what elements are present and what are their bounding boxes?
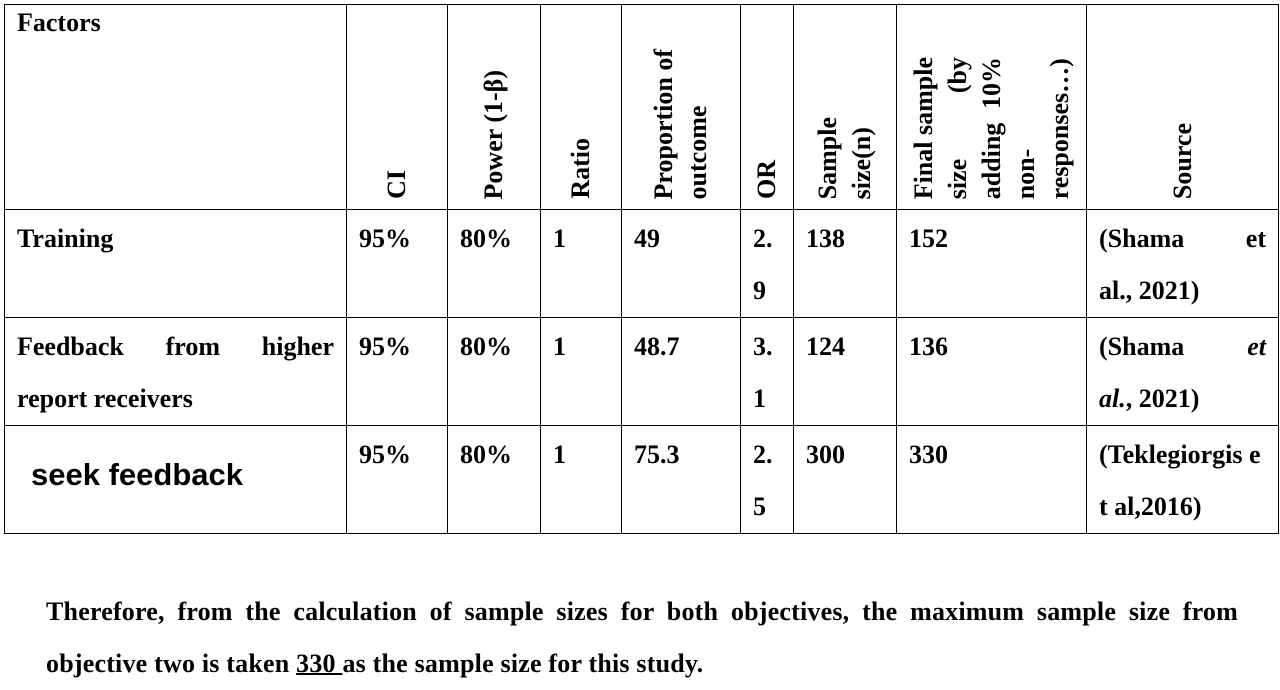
header-final-sample-label: Final sample size (by adding 10% non- responses…) bbox=[908, 56, 1074, 199]
header-sample-size bbox=[794, 5, 897, 210]
row-factor-label: seek feedback bbox=[31, 457, 243, 492]
row-source bbox=[1087, 210, 1279, 318]
header-power bbox=[448, 5, 541, 210]
source-line-2 bbox=[1099, 373, 1266, 425]
header-or-label: OR bbox=[752, 160, 781, 199]
row-factor bbox=[5, 426, 347, 534]
row-or: 3.1 bbox=[741, 318, 794, 426]
row-or: 2.9 bbox=[741, 210, 794, 318]
row-ratio: 1 bbox=[541, 210, 622, 318]
source-line-1: (Shama et bbox=[1099, 224, 1266, 253]
row-ci: 95% bbox=[347, 318, 448, 426]
header-power-label: Power (1-β) bbox=[479, 69, 508, 199]
row-sample-size: 300 bbox=[794, 426, 897, 534]
header-proportion-label: Proportion of outcome bbox=[649, 48, 712, 199]
header-source bbox=[1087, 5, 1279, 210]
paragraph-sample-size-highlight: 330 bbox=[296, 649, 343, 678]
header-or bbox=[741, 5, 794, 210]
row-source: (Teklegiorgis et al,2016) bbox=[1087, 426, 1279, 534]
header-factors: Factors bbox=[5, 5, 347, 210]
header-ratio bbox=[541, 5, 622, 210]
conclusion-paragraph bbox=[46, 586, 1238, 690]
paragraph-text-start: Therefore, from the calculation of sample sizes for both objectives, the maximum sample size from objective two is taken bbox=[46, 597, 1238, 678]
row-sample-size: 124 bbox=[794, 318, 897, 426]
row-power: 80% bbox=[448, 210, 541, 318]
table-row bbox=[5, 318, 1279, 426]
header-proportion bbox=[622, 5, 741, 210]
source-line-1 bbox=[1099, 321, 1266, 373]
source-line-2: al., 2021) bbox=[1099, 276, 1200, 305]
row-ci: 95% bbox=[347, 210, 448, 318]
row-factor: Feedback from higher report receivers bbox=[5, 318, 347, 426]
source-al: al. bbox=[1099, 384, 1126, 413]
row-final-sample: 330 bbox=[897, 426, 1087, 534]
row-sample-size: 138 bbox=[794, 210, 897, 318]
row-proportion: 75.3 bbox=[622, 426, 741, 534]
source-et: et bbox=[1247, 332, 1266, 361]
header-source-label: Source bbox=[1167, 122, 1197, 199]
row-ci: 95% bbox=[347, 426, 448, 534]
header-ratio-label: Ratio bbox=[566, 138, 595, 199]
row-proportion: 49 bbox=[622, 210, 741, 318]
table-header-row bbox=[5, 5, 1279, 210]
row-final-sample: 136 bbox=[897, 318, 1087, 426]
row-proportion: 48.7 bbox=[622, 318, 741, 426]
header-sample-size-label: Sample size(n) bbox=[813, 116, 876, 199]
row-source bbox=[1087, 318, 1279, 426]
header-ci bbox=[347, 5, 448, 210]
header-final-sample bbox=[897, 5, 1087, 210]
paragraph-text-end: as the sample size for this study. bbox=[342, 649, 704, 678]
row-or: 2.5 bbox=[741, 426, 794, 534]
source-author: (Shama bbox=[1099, 332, 1185, 361]
table-row bbox=[5, 426, 1279, 534]
row-power: 80% bbox=[448, 318, 541, 426]
table-row bbox=[5, 210, 1279, 318]
row-power: 80% bbox=[448, 426, 541, 534]
sample-size-table bbox=[4, 4, 1279, 534]
row-factor: Training bbox=[5, 210, 347, 318]
source-year: , 2021) bbox=[1125, 384, 1200, 413]
header-ci-label: CI bbox=[382, 170, 411, 199]
row-ratio: 1 bbox=[541, 426, 622, 534]
row-ratio: 1 bbox=[541, 318, 622, 426]
row-final-sample: 152 bbox=[897, 210, 1087, 318]
